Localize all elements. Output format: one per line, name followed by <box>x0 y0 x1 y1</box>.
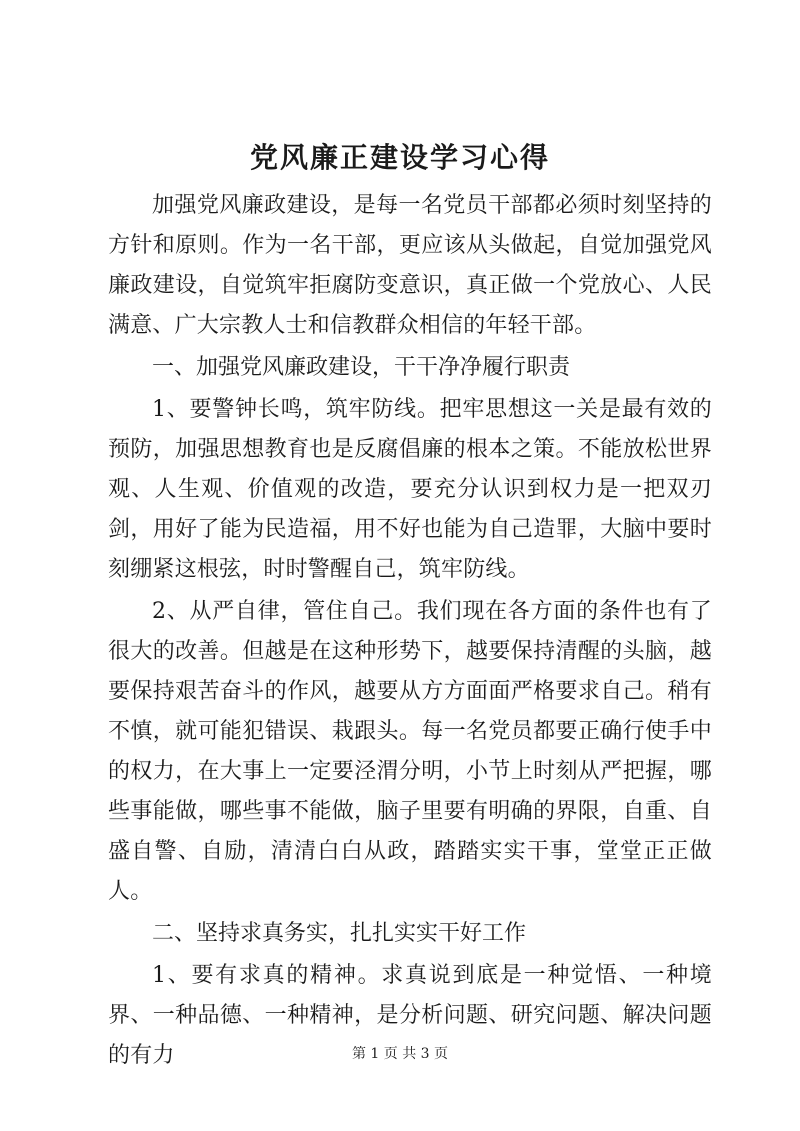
paragraph-1-1: 1、要警钟长鸣，筑牢防线。把牢思想这一关是最有效的预防，加强思想教育也是反腐倡廉的根本之策。不能放松世界观、人生观、价值观的改造，要充分认识到权力是一把双刃剑，用好了能为民造福，用不好也能为自己造罪，大脑中要时刻绷紧这根弦，时时警醒自己，筑牢防线。 <box>108 397 712 582</box>
paragraph-intro: 加强党风廉政建设，是每一名党员干部都必须时刻坚持的方针和原则。作为一名干部，更应该从头做起，自觉加强党风廉政建设，自觉筑牢拒腐防变意识，真正做一个党放心、人民满意、广大宗教人士和信教群众相信的年轻干部。 <box>108 193 712 338</box>
section-heading-2: 二、坚持求真务实，扎扎实实干好工作 <box>152 921 527 946</box>
document-title: 党风廉正建设学习心得 <box>249 141 550 174</box>
page-footer: 第 1 页 共 3 页 <box>351 1046 449 1062</box>
section-heading-1: 一、加强党风廉政建设，干干净净履行职责 <box>152 355 571 380</box>
document-body <box>108 186 712 1078</box>
paragraph-1-2: 2、从严自律，管住自己。我们现在各方面的条件也有了很大的改善。但越是在这种形势下，越要保持清醒的头脑，越要保持艰苦奋斗的作风，越要从方方面面严格要求自己。稍有不慎，就可能犯错误、栽跟头。每一名党员都要正确行使手中的权力，在大事上一定要泾渭分明，小节上时刻从严把握，哪些事能做，哪些事不能做，脑子里要有明确的界限，自重、自盛自警、自励，清清白白从政，踏踏实实干事，堂堂正正做人。 <box>108 599 712 904</box>
paragraph-2-1: 1、要有求真的精神。求真说到底是一种觉悟、一种境界、一种品德、一种精神，是分析问题、研究问题、解决问题的有力 <box>108 963 712 1068</box>
